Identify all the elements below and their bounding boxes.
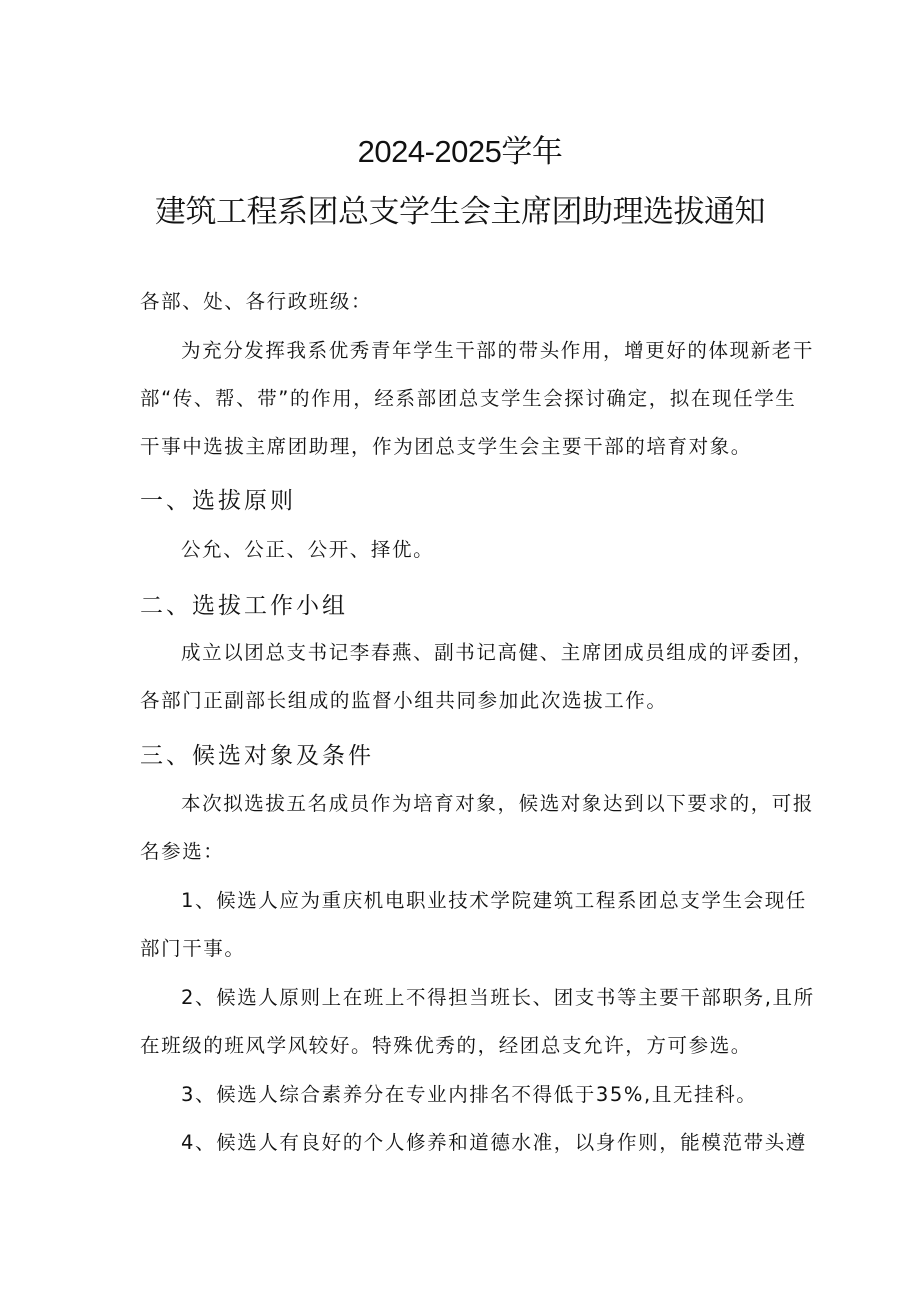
document-title: 建筑工程系团总支学生会主席团助理选拔通知 — [155, 194, 765, 229]
document-title-year: 2024-2025学年 — [357, 134, 563, 169]
section-heading-principles: 一、选拔原则 — [140, 488, 296, 514]
candidates-intro-line: 名参选： — [140, 840, 225, 863]
salutation: 各部、处、各行政班级： — [140, 290, 373, 313]
requirement-item: 2、候选人原则上在班上不得担当班长、团支书等主要干部职务,且所 — [181, 986, 815, 1009]
requirement-item: 4、候选人有良好的个人修养和道德水准，以身作则，能模范带头遵 — [181, 1131, 807, 1154]
requirement-item-cont: 部门干事。 — [140, 937, 246, 960]
section-heading-working-group: 二、选拔工作小组 — [140, 593, 348, 619]
requirement-item-cont: 在班级的班风学风较好。特殊优秀的，经团总支允许，方可参选。 — [140, 1034, 752, 1057]
candidates-intro-line: 本次拟选拔五名成员作为培育对象，候选对象达到以下要求的，可报 — [181, 792, 815, 815]
section-heading-candidates: 三、候选对象及条件 — [140, 743, 374, 769]
working-group-line: 各部门正副部长组成的监督小组共同参加此次选拔工作。 — [140, 689, 668, 712]
requirement-item: 3、候选人综合素养分在专业内排名不得低于35%,且无挂科。 — [181, 1083, 758, 1106]
requirement-item: 1、候选人应为重庆机电职业技术学院建筑工程系团总支学生会现任 — [181, 889, 807, 912]
intro-line: 部“传、帮、带”的作用，经系部团总支学生会探讨确定，拟在现任学生 — [140, 387, 797, 410]
intro-line: 为充分发挥我系优秀青年学生干部的带头作用，增更好的体现新老干 — [181, 339, 815, 362]
principles-text: 公允、公正、公开、择优。 — [181, 538, 435, 561]
working-group-line: 成立以团总支书记李春燕、副书记高健、主席团成员组成的评委团， — [181, 641, 815, 664]
intro-line: 干事中选拔主席团助理，作为团总支学生会主要干部的培育对象。 — [140, 435, 752, 458]
